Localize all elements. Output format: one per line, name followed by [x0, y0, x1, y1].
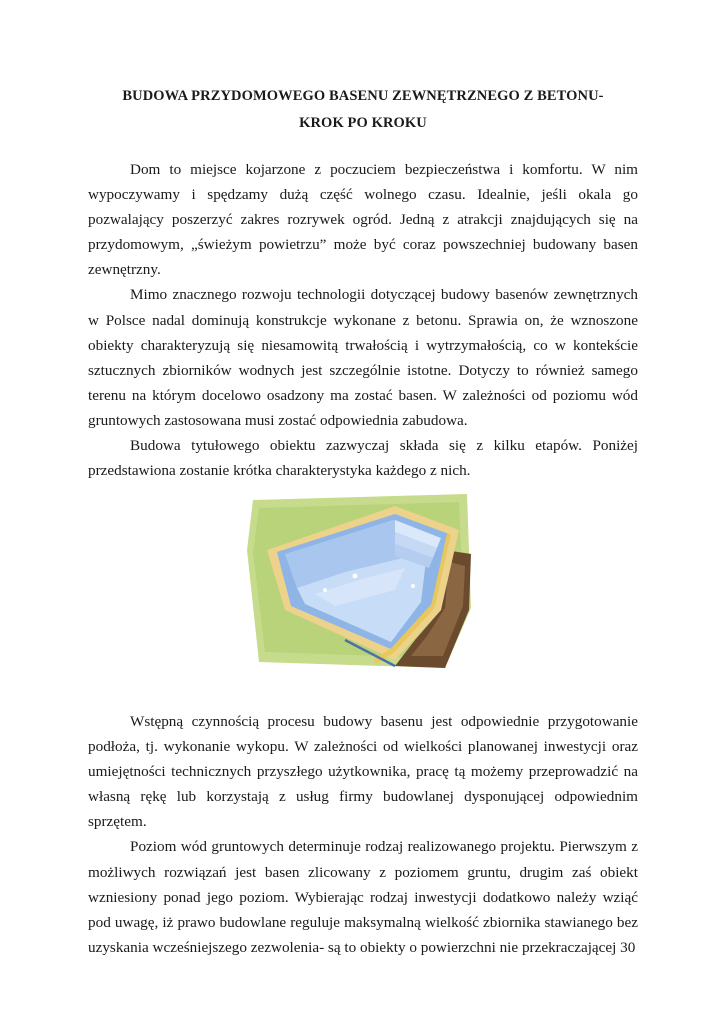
- intro-text-block: [88, 157, 638, 483]
- paragraph: Budowa tytułowego obiektu zazwyczaj składa się z kilku etapów. Poniżej przedstawiona zostanie krótka charakterystyka każdego z nich.: [88, 437, 638, 480]
- construction-text-block: [88, 709, 638, 960]
- paragraph: Poziom wód gruntowych determinuje rodzaj realizowanego projektu. Pierwszym z możliwych rozwiązań jest basen zlicowany z poziomem gruntu, drugim zaś obiekt wzniesiony ponad jego poziom. Wybierając rodzaj inwestycji dodatkowo należy wziąć pod uwagę, iż prawo budowlane reguluje maksymalną wielkość zbiornika stawianego bez uzyskania wcześniejszego zezwolenia- są to obiekty o powierzchni nie przekraczającej 30: [88, 838, 638, 956]
- paragraph: Wstępną czynnością procesu budowy basenu jest odpowiednie przygotowanie podłoża, tj. wykonanie wykopu. W zależności od wielkości planowanej inwestycji oraz umiejętności technicznych przyszłego użytkownika, pracę tą możemy przeprowadzić na własną rękę lub korzystają z usług firmy budowlanej dysponującej odpowiednim sprzętem.: [88, 713, 638, 831]
- pool-illustration: [245, 490, 475, 670]
- pool-cutaway-icon: [245, 490, 475, 670]
- paragraph: Mimo znacznego rozwoju technologii dotyczącej budowy basenów zewnętrznych w Polsce nadal dominują konstrukcje wykonane z betonu. Sprawia on, że wznoszone obiekty charakteryzują się niesamowitą trwałością i wytrzymałością, co w kontekście sztucznych zbiorników wodnych jest szczególnie istotne. Dotyczy to również samego terenu na którym docelowo osadzony ma zostać basen. W zależności od poziomu wód gruntowych zastosowana musi zostać odpowiednia zabudowa.: [88, 286, 638, 429]
- title-line-1: BUDOWA PRZYDOMOWEGO BASENU ZEWNĘTRZNEGO Z BETONU-: [122, 88, 604, 104]
- paragraph: Dom to miejsce kojarzone z poczuciem bezpieczeństwa i komfortu. W nim wypoczywamy i spędzamy dużą część wolnego czasu. Idealnie, jeśli okala go pozwalający poszerzyć zakres rozrywek ogród. Jedną z atrakcji znajdujących się na przydomowym, „świeżym powietrzu” może być coraz powszechniej budowany basen zewnętrzny.: [88, 161, 638, 279]
- document-title: [88, 83, 638, 137]
- title-line-2: KROK PO KROKU: [299, 115, 427, 131]
